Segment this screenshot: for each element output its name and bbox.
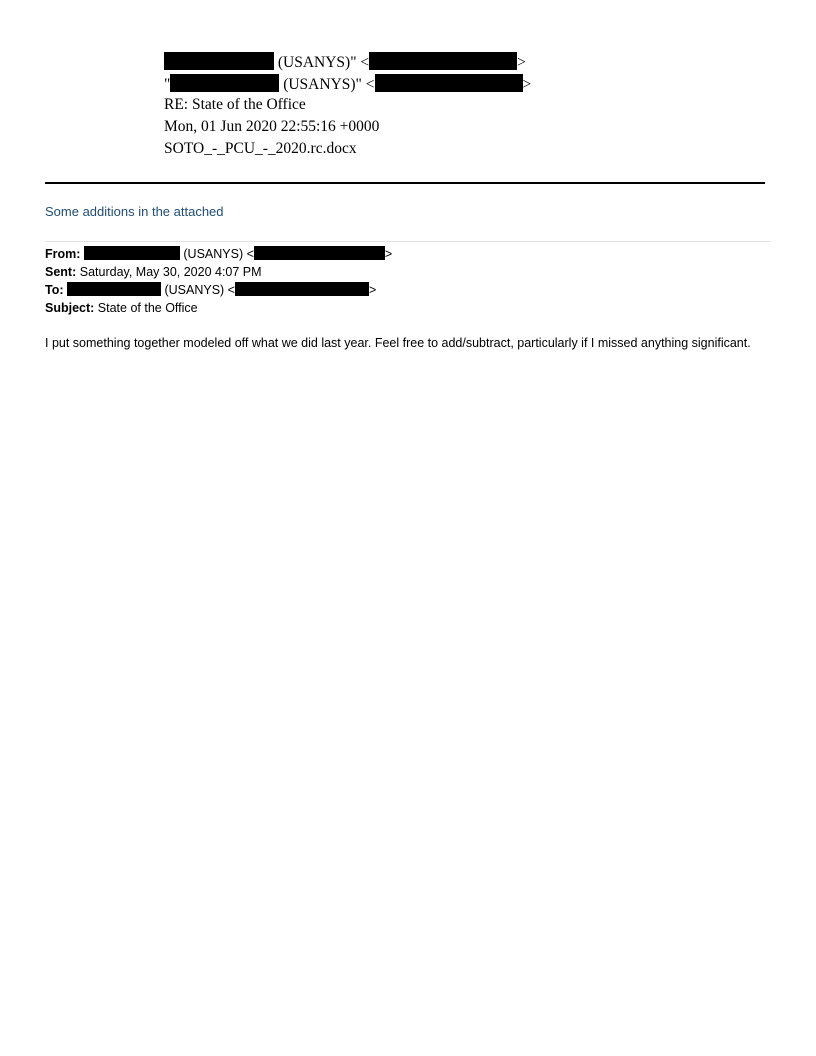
subject-value: RE: State of the Office <box>164 96 306 113</box>
quoted-from-label: From: <box>45 247 81 261</box>
attachment-link[interactable]: SOTO_-_PCU_-_2020.rc.docx <box>164 140 357 157</box>
redaction-box <box>84 246 180 260</box>
redaction-box <box>164 52 274 70</box>
header-divider <box>45 182 765 184</box>
to-org: (USANYS)" < <box>283 76 375 93</box>
message-body: I put something together modeled off what we did last year. Feel free to add/subtract, particularly if I missed anything significant. <box>45 336 751 350</box>
redaction-box <box>170 74 279 92</box>
date-value: Mon, 01 Jun 2020 22:55:16 +0000 <box>164 118 380 135</box>
quoted-to-label: To: <box>45 283 64 297</box>
redaction-box <box>235 282 369 296</box>
redaction-box <box>369 52 517 70</box>
redaction-box <box>254 246 385 260</box>
quoted-to-row: To: (USANYS) < > <box>45 283 377 297</box>
quoted-sent-row <box>45 263 775 281</box>
quoted-message-header <box>45 245 775 317</box>
quoted-from-row: From: (USANYS) < > <box>45 247 393 261</box>
quoted-subject-label: Subject: <box>45 301 95 315</box>
quoted-divider <box>45 241 771 242</box>
quoted-sent-label: Sent: <box>45 265 77 279</box>
quoted-sent-value: Saturday, May 30, 2020 4:07 PM <box>79 265 262 279</box>
reply-text: Some additions in the attached <box>45 204 224 219</box>
quoted-subject-value: State of the Office <box>97 301 198 315</box>
redaction-box <box>375 74 523 92</box>
redaction-box <box>67 282 161 296</box>
quoted-subject-row <box>45 299 775 317</box>
from-org: (USANYS)" < <box>277 54 370 71</box>
